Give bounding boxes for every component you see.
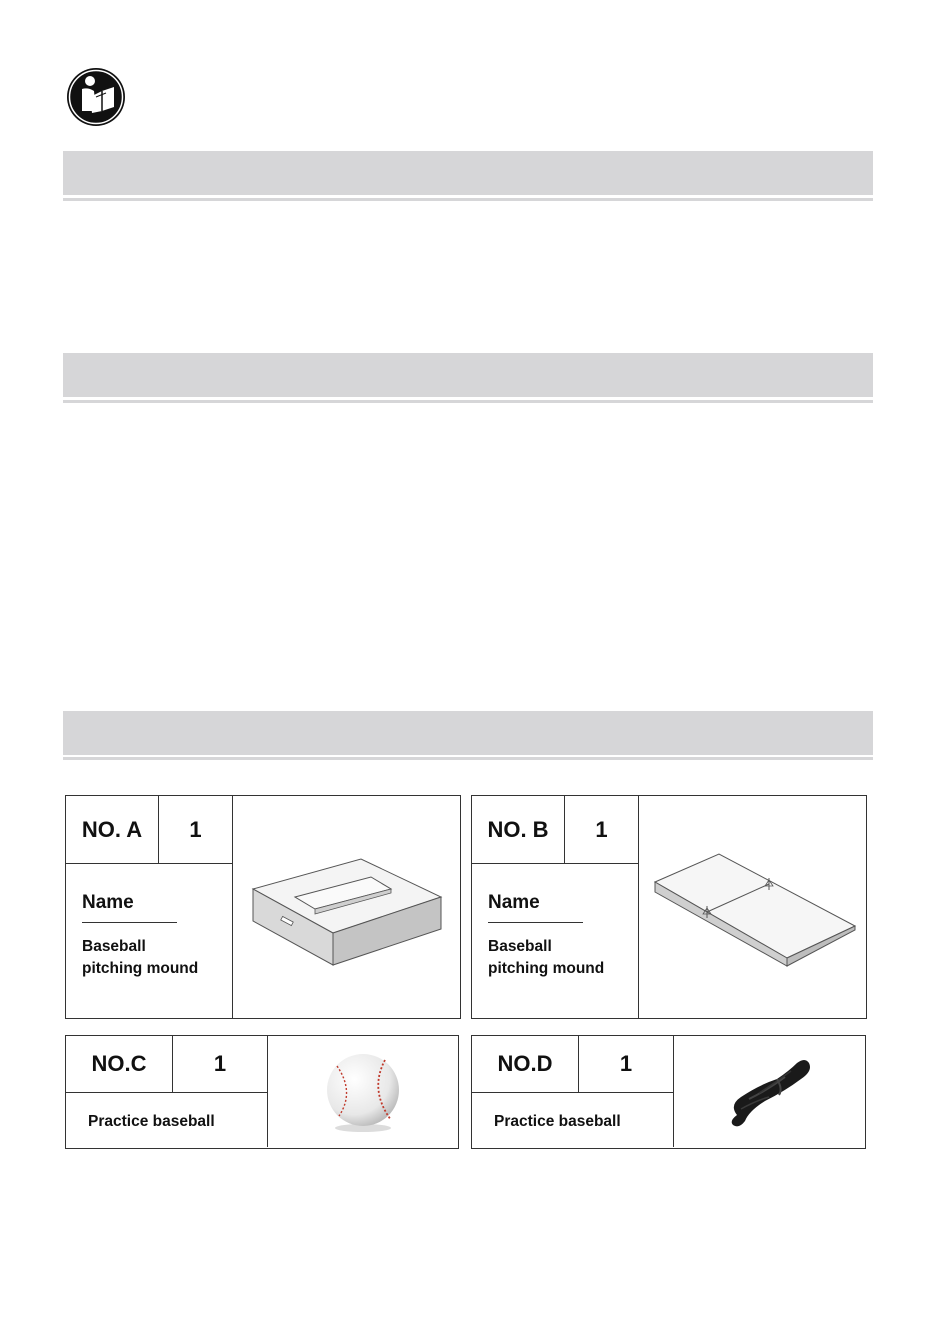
part-card-b [471,795,867,1019]
name-label: Name [488,892,540,913]
section-divider-1 [63,198,873,201]
part-number: NO. B [472,796,565,864]
part-number: NO. A [66,796,159,864]
read-manual-icon [66,67,126,127]
section-divider-2 [63,400,873,403]
part-name-cell [472,1093,674,1147]
name-label: Name [82,892,134,913]
part-image-cell [268,1036,457,1147]
part-name: Baseball pitching mound [82,938,199,977]
baseball-icon [321,1050,405,1134]
part-name-cell [472,864,639,1018]
pitching-mound-box-icon [241,837,451,977]
part-quantity: 1 [579,1036,674,1093]
section-header-3 [63,711,873,755]
pitching-mound-slope-icon [647,842,857,972]
part-card-d [471,1035,866,1149]
part-quantity: 1 [159,796,233,864]
part-quantity: 1 [173,1036,268,1093]
part-number: NO.D [472,1036,579,1093]
name-underline [488,922,583,923]
part-name: Baseball pitching mound [488,938,605,977]
section-header-2 [63,353,873,397]
part-card-a [65,795,461,1019]
part-number: NO.C [66,1036,173,1093]
part-name: Practice baseball [88,1113,215,1130]
part-name-cell [66,1093,268,1147]
strap-icon [719,1049,819,1135]
part-image-cell [674,1036,864,1147]
section-divider-3 [63,757,873,760]
name-underline [82,922,177,923]
part-name: Practice baseball [494,1113,621,1130]
part-image-cell [639,796,865,1017]
section-header-1 [63,151,873,195]
part-quantity: 1 [565,796,639,864]
part-name-cell [66,864,233,1018]
part-image-cell [233,796,459,1017]
part-card-c [65,1035,459,1149]
